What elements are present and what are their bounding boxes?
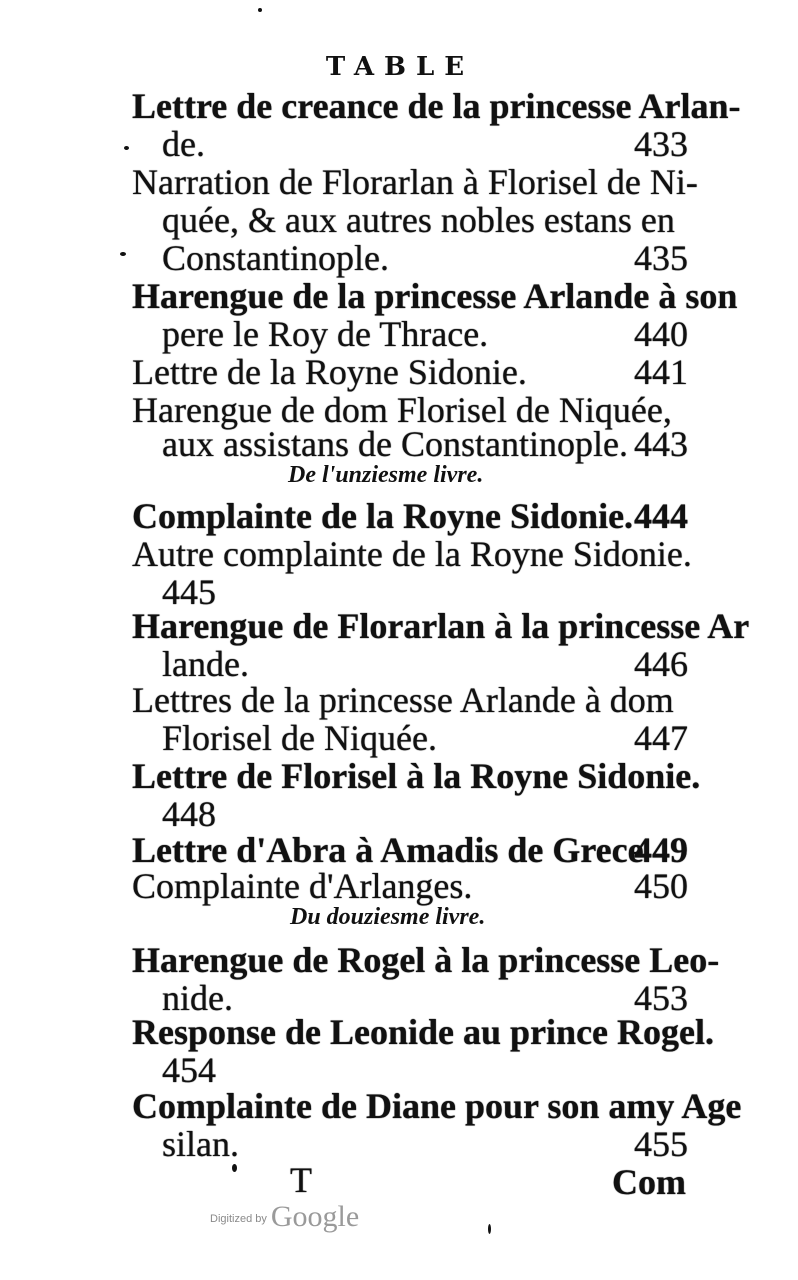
section-heading: Du douziesme livre. xyxy=(290,904,486,930)
page-number: 443 xyxy=(634,424,688,464)
toc-entry: Lettre d'Abra à Amadis de Grece 449 xyxy=(132,830,688,870)
google-watermark: $^{Digitized by}$ Google xyxy=(210,1200,360,1233)
toc-entry: silan. 455 xyxy=(162,1124,688,1164)
toc-entry: Florisel de Niquée. 447 xyxy=(162,718,688,758)
toc-entry: quée, & aux autres nobles estans en xyxy=(162,200,675,240)
toc-entry: Complainte d'Arlanges. 450 xyxy=(132,866,688,906)
ink-speck xyxy=(120,252,126,256)
signature-mark: T xyxy=(290,1160,312,1200)
page-number: 450 xyxy=(634,866,688,906)
ink-speck xyxy=(232,1164,237,1172)
page-number: 449 xyxy=(634,830,688,870)
page-number: 446 xyxy=(634,644,688,684)
toc-entry: aux assistans de Constantinople. 443 xyxy=(162,424,688,464)
toc-entry: Autre complainte de la Royne Sidonie. xyxy=(132,534,692,574)
section-heading: De l'unziesme livre. xyxy=(288,462,484,488)
toc-entry: Harengue de Rogel à la princesse Leo- xyxy=(132,940,720,980)
toc-entry: Narration de Florarlan à Florisel de Ni- xyxy=(132,162,698,202)
toc-entry: Harengue de Florarlan à la princesse Ar xyxy=(132,606,750,646)
page-number: 455 xyxy=(634,1124,688,1164)
page-number: 440 xyxy=(634,314,688,354)
toc-entry: Harengue de dom Florisel de Niquée, xyxy=(132,390,672,430)
toc-entry: Lettres de la princesse Arlande à dom xyxy=(132,680,674,720)
toc-entry: 454 xyxy=(162,1050,216,1090)
toc-entry: nide. 453 xyxy=(162,978,688,1018)
toc-entry: Harengue de la princesse Arlande à son xyxy=(132,276,738,316)
page-number: 444 xyxy=(634,496,688,536)
toc-entry: Lettre de Florisel à la Royne Sidonie. xyxy=(132,756,701,796)
toc-entry: 445 xyxy=(162,572,216,612)
page-number: 453 xyxy=(634,978,688,1018)
ink-speck xyxy=(258,8,262,12)
toc-entry: Complainte de la Royne Sidonie. 444 xyxy=(132,496,688,536)
toc-entry: 448 xyxy=(162,794,216,834)
toc-entry: pere le Roy de Thrace. 440 xyxy=(162,314,688,354)
page-number: 433 xyxy=(634,124,688,164)
ink-speck xyxy=(124,146,129,150)
catchword: Com xyxy=(612,1162,686,1202)
toc-entry: Response de Leonide au prince Rogel. xyxy=(132,1012,715,1052)
toc-entry: lande. 446 xyxy=(162,644,688,684)
toc-entry: Constantinople. 435 xyxy=(162,238,688,278)
toc-entry: Lettre de creance de la princesse Arlan- xyxy=(132,86,741,126)
toc-entry: de. 433 xyxy=(162,124,688,164)
page-number: 447 xyxy=(634,718,688,758)
toc-entry: Complainte de Diane pour son amy Age xyxy=(132,1086,742,1126)
page-number: 441 xyxy=(634,352,688,392)
toc-entry: Lettre de la Royne Sidonie. 441 xyxy=(132,352,688,392)
page-number: 435 xyxy=(634,238,688,278)
running-header: TABLE xyxy=(325,52,475,82)
ink-speck xyxy=(488,1224,491,1234)
